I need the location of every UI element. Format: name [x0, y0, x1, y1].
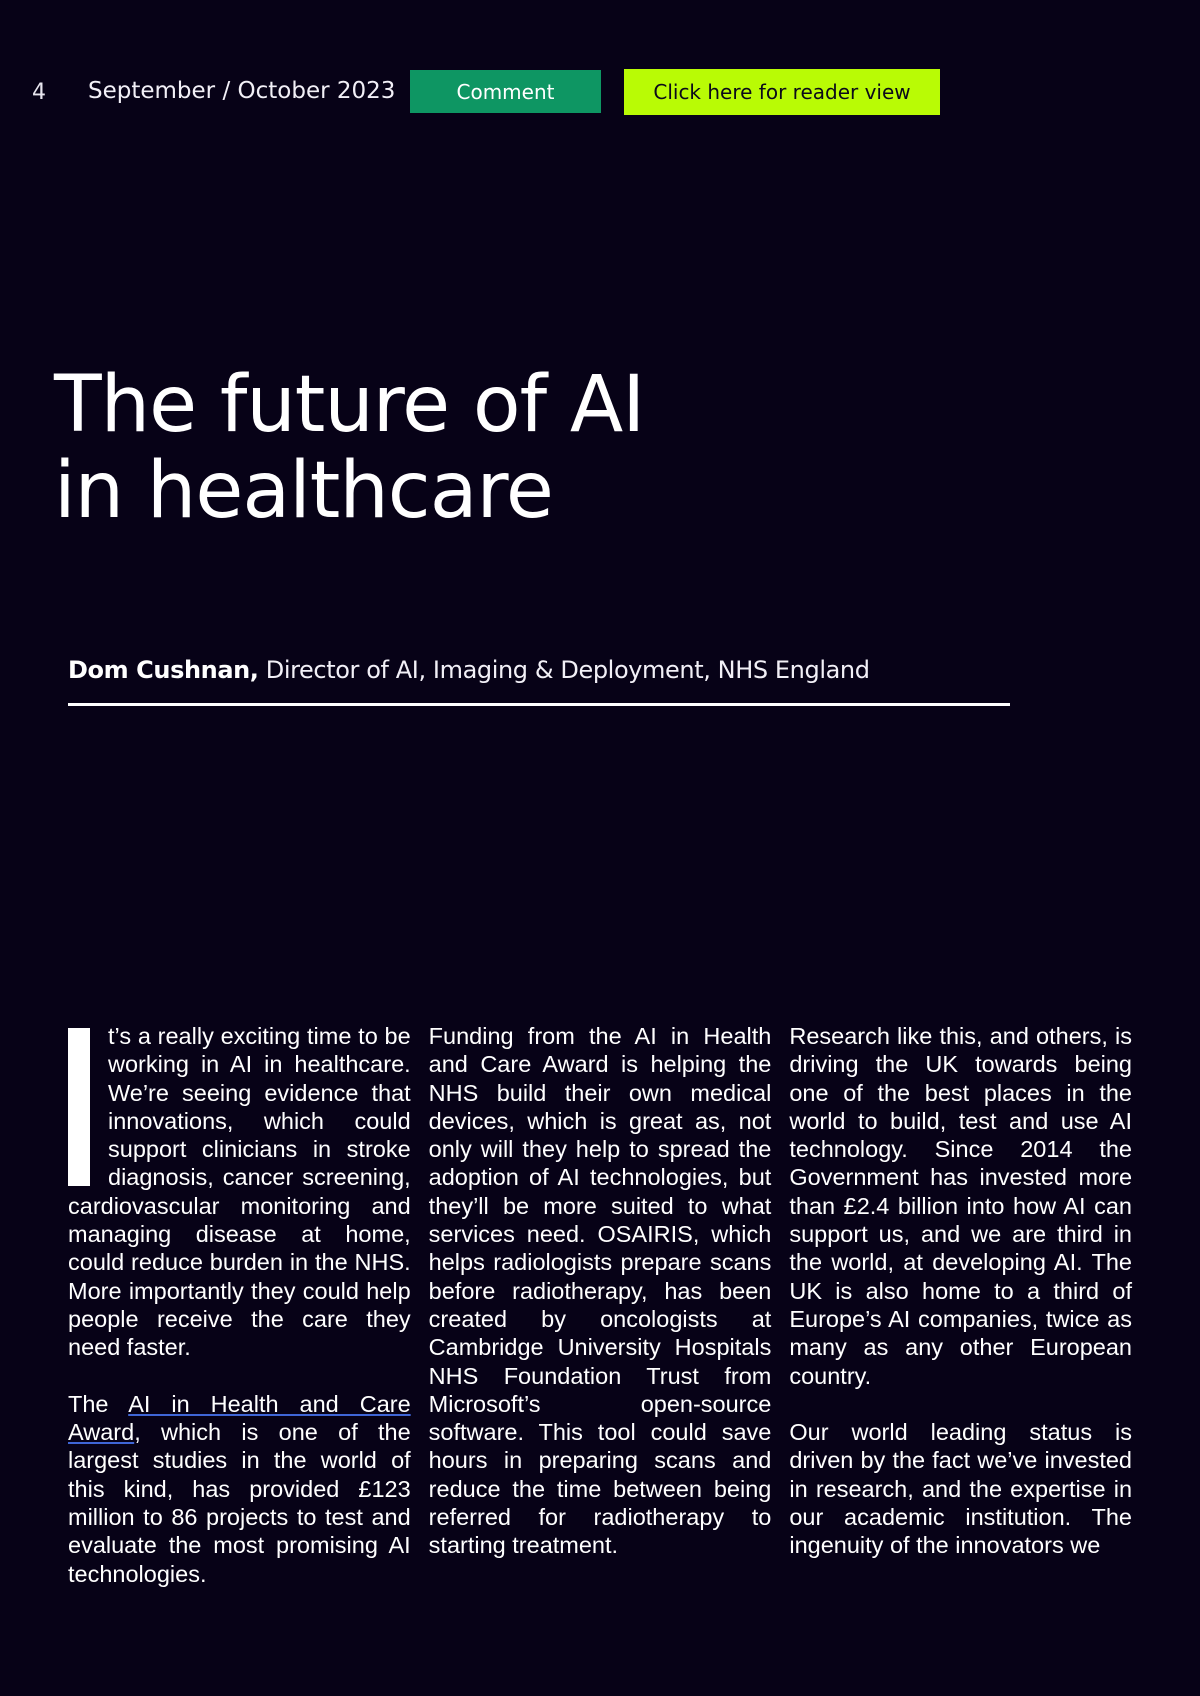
byline [68, 656, 870, 684]
paragraph-4: Research like this, and others, is driving the UK towards being one of the best places in the world to build, test and use AI technology. Since 2014 the Government has invested more than £2.4 billion into how AI can support us, and we are third in the world, at developing AI. The UK is also home to a third of Europe’s AI companies, twice as many as any other European country. [789, 1023, 1133, 1389]
article-title-line-1: The future of AI [54, 360, 645, 450]
issue-date: September / October 2023 [88, 78, 396, 104]
paragraph-2-text: , which is one of the largest studies in the world of this kind, has provided £123 million to 86 projects to test and evaluate the most promising AI technologies. [68, 1419, 411, 1587]
paragraph-1-text: t’s a really exciting time to be working in AI in healthcare. We’re seeing evidence that innovations, which could support clinicians in stroke diagnosis, cancer screening, cardiovascular monitoring and managing disease at home, could reduce burden in the NHS. More importantly they could help people receive the care they need faster. [68, 1023, 411, 1361]
paragraph-1 [68, 1022, 411, 1362]
author-role: Director of AI, Imaging & Deployment, NHS England [258, 656, 870, 684]
article-body [68, 1022, 1132, 1616]
column-1 [68, 1022, 411, 1616]
column-2 [429, 1022, 772, 1616]
paragraph-2 [68, 1390, 411, 1588]
drop-cap [68, 1028, 90, 1186]
column-3 [789, 1022, 1132, 1616]
reader-view-button[interactable]: Click here for reader view [624, 69, 940, 115]
award-link[interactable]: AI in Health and Care Award [68, 1390, 411, 1446]
author-name: Dom Cushnan, [68, 656, 259, 684]
paragraph-2-start: The [68, 1390, 129, 1417]
top-bar [0, 66, 1200, 118]
article-title [54, 362, 644, 534]
paragraph-3: Funding from the AI in Health and Care Award is helping the NHS build their own medical devices, which is great as, not only will they help to spread the adoption of AI technologies, but they’ll be more suited to what services need. OSAIRIS, which helps radiologists prepare scans before radiotherapy, has been created by oncologists at Cambridge University Hospitals NHS Foundation Trust from Microsoft’s open-source software. This tool could save hours in preparing scans and reduce the time between being referred for radiotherapy to starting treatment. [428, 1023, 772, 1559]
byline-divider [68, 703, 1010, 706]
paragraph-5: Our world leading status is driven by the fact we’ve invested in research, and the expertise in our academic institution. The ingenuity of the innovators we [789, 1419, 1133, 1559]
comment-button[interactable]: Comment [410, 70, 601, 113]
page-number: 4 [32, 80, 46, 105]
article-title-line-2: in healthcare [54, 446, 553, 536]
